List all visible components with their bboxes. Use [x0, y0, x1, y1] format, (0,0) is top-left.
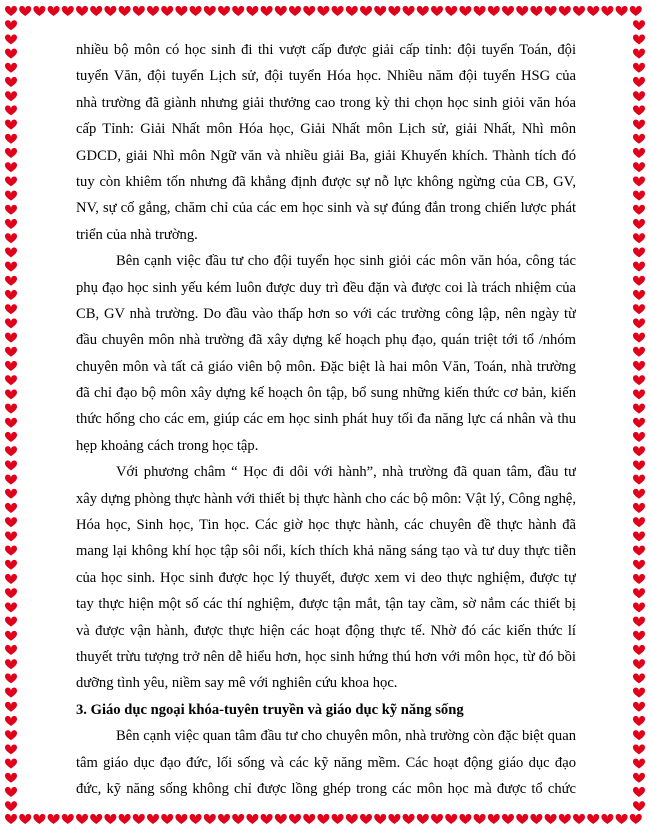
heart-icon: [161, 814, 173, 824]
heart-icon: [633, 191, 645, 201]
heart-icon: [633, 162, 645, 172]
heart-icon: [633, 801, 645, 811]
heart-icon: [5, 63, 17, 73]
heart-icon: [5, 631, 17, 641]
heart-icon: [5, 404, 17, 414]
heart-icon: [5, 688, 17, 698]
text-line: xây dựng phòng thực hành với thiết bị thực hành cho các bộ môn: Vật lý, Công nghệ,: [76, 490, 576, 507]
heart-icon: [5, 673, 17, 683]
heart-icon: [175, 814, 187, 824]
heart-icon: [5, 659, 17, 669]
heart-icon: [246, 814, 258, 824]
heart-icon: [317, 814, 329, 824]
heart-icon: [5, 503, 17, 513]
heart-icon: [332, 814, 344, 824]
heart-icon: [5, 460, 17, 470]
heart-icon: [303, 6, 315, 16]
text-line: Với phương châm “ Học đi dôi với hành”, nhà trường đã quan tâm, đầu tư: [116, 464, 576, 481]
heart-icon: [275, 6, 287, 16]
heart-icon: [633, 460, 645, 470]
heart-icon: [633, 262, 645, 272]
text-line: thức hổng cho các em, giúp các em học sinh phát huy tối đa năng lực cá nhân và thu: [76, 411, 576, 428]
heart-icon: [5, 20, 17, 30]
heart-icon: [360, 814, 372, 824]
heart-icon: [545, 814, 557, 824]
heart-icon: [5, 645, 17, 655]
heart-icon: [48, 6, 60, 16]
heart-icon: [5, 617, 17, 627]
heart-icon: [633, 318, 645, 328]
heart-icon: [33, 814, 45, 824]
paragraph-moral-education: [76, 723, 576, 802]
heart-icon: [5, 91, 17, 101]
heart-icon: [147, 6, 159, 16]
heart-icon: [633, 290, 645, 300]
heart-icon: [601, 814, 613, 824]
heart-icon: [90, 6, 102, 16]
heart-icon: [445, 814, 457, 824]
paragraph-practice-labs: [76, 459, 576, 697]
heart-icon: [633, 546, 645, 556]
text-line: phụ đạo học sinh yếu kém luôn được duy trì đều đặn và được coi là trách nhiệm của: [76, 279, 576, 296]
heart-icon: [633, 34, 645, 44]
heart-icon: [5, 134, 17, 144]
text-line: và được vận hành, được thực hiện các hoạt động thực tế. Nhờ đó các kiến thức lí: [76, 622, 576, 639]
heart-icon: [633, 49, 645, 59]
heart-icon: [587, 814, 599, 824]
heart-icon: [5, 276, 17, 286]
text-line: tuyển Văn, đội tuyển Lịch sử, đội tuyển Hóa học. Nhiều năm đội tuyển HSG của: [76, 68, 576, 85]
text-line: NV, sự cố gắng, chăm chỉ của các em học sinh và sự đúng đắn trong chiến lược phát: [76, 200, 576, 217]
heart-icon: [559, 6, 571, 16]
heart-icon: [488, 814, 500, 824]
heart-icon: [104, 814, 116, 824]
text-line: tuy còn khiêm tốn nhưng đã khẳng định được sự nỗ lực không ngừng của CB, GV,: [76, 173, 576, 190]
heart-icon: [19, 814, 31, 824]
heart-icon: [417, 814, 429, 824]
heart-icon: [403, 814, 415, 824]
heart-icon: [5, 517, 17, 527]
heart-icon: [104, 6, 116, 16]
heart-icon: [431, 6, 443, 16]
heart-icon: [601, 6, 613, 16]
heart-icon: [5, 290, 17, 300]
heart-icon: [474, 814, 486, 824]
heart-icon: [161, 6, 173, 16]
heart-icon: [5, 801, 17, 811]
heart-icon: [530, 814, 542, 824]
heart-icon: [147, 814, 159, 824]
heart-icon: [5, 105, 17, 115]
heart-icon: [573, 814, 585, 824]
heart-icon: [119, 814, 131, 824]
heart-icon: [5, 333, 17, 343]
heart-icon: [204, 814, 216, 824]
heart-icon: [488, 6, 500, 16]
heart-icon: [5, 475, 17, 485]
heart-icon: [502, 814, 514, 824]
heart-icon: [5, 759, 17, 769]
heart-icon: [5, 6, 17, 16]
heart-icon: [445, 6, 457, 16]
heart-icon: [175, 6, 187, 16]
text-line: nhà trường đã giành nhưng giải thưởng cao trong kỳ thi chọn học sinh giỏi văn hóa: [76, 94, 576, 111]
document-page: [76, 37, 576, 802]
heart-icon: [633, 744, 645, 754]
heart-icon: [190, 814, 202, 824]
heart-icon: [417, 6, 429, 16]
heart-icon: [346, 6, 358, 16]
heart-icon: [633, 120, 645, 130]
heart-icon: [261, 6, 273, 16]
text-line: nhiều bộ môn có học sinh đi thi vượt cấp được giải cấp tỉnh: đội tuyển Toán, đội: [76, 42, 576, 58]
heart-icon: [48, 814, 60, 824]
heart-icon: [5, 318, 17, 328]
heart-icon: [5, 262, 17, 272]
heart-icon: [633, 276, 645, 286]
heart-icon: [5, 191, 17, 201]
heart-icon: [5, 432, 17, 442]
heart-icon: [633, 304, 645, 314]
heart-icon: [360, 6, 372, 16]
heart-icon: [633, 631, 645, 641]
heart-icon: [332, 6, 344, 16]
heart-icon: [5, 375, 17, 385]
heart-icon: [633, 205, 645, 215]
text-line: tâm giáo dục đạo đức, lối sống và các kỹ năng mềm. Các hoạt động giáo dục đạo: [76, 754, 576, 771]
heart-icon: [5, 34, 17, 44]
heart-icon: [633, 730, 645, 740]
paragraph-remedial-tutoring: [76, 248, 576, 459]
heart-icon: [545, 6, 557, 16]
heart-icon: [5, 205, 17, 215]
heart-icon: [289, 6, 301, 16]
heart-icon: [633, 503, 645, 513]
heart-icon: [90, 814, 102, 824]
heart-icon: [633, 588, 645, 598]
heart-icon: [633, 702, 645, 712]
heart-icon: [62, 6, 74, 16]
heart-icon: [633, 361, 645, 371]
heart-icon: [633, 560, 645, 570]
text-line: CB, GV nhà trường. Do đầu vào thấp hơn so với các trường công lập, nên ngày từ: [76, 305, 576, 322]
heart-icon: [5, 744, 17, 754]
heart-icon: [388, 814, 400, 824]
heart-icon: [633, 446, 645, 456]
text-line: Bên cạnh việc quan tâm đầu tư cho chuyên môn, nhà trường còn đặc biệt quan: [116, 728, 576, 745]
heart-icon: [5, 418, 17, 428]
heart-icon: [119, 6, 131, 16]
heart-icon: [633, 134, 645, 144]
heart-icon: [633, 673, 645, 683]
text-line: Bên cạnh việc đầu tư cho đội tuyển học sinh giỏi các môn văn hóa, công tác: [116, 253, 576, 270]
text-line: thuyết trừu tượng trở nên dễ hiểu hơn, học sinh hứng thú hơn với môn học, từ đó bồi: [76, 648, 576, 665]
text-line: cấp Tỉnh: Giải Nhất môn Hóa học, Giải Nhất môn Lịch sử, giải Nhất, Nhì môn: [76, 121, 576, 138]
heart-icon: [633, 574, 645, 584]
heart-icon: [5, 176, 17, 186]
heart-icon: [5, 304, 17, 314]
heart-icon: [633, 645, 645, 655]
heart-icon: [5, 730, 17, 740]
heart-icon: [633, 389, 645, 399]
heart-icon: [275, 814, 287, 824]
heart-icon: [62, 814, 74, 824]
text-line: mang lại không khí học tập sôi nổi, kích thích khả năng sáng tạo và tư duy thực tiễn: [76, 543, 576, 560]
heart-icon: [633, 333, 645, 343]
heart-icon: [633, 759, 645, 769]
heart-icon: [616, 814, 628, 824]
heart-icon: [346, 814, 358, 824]
heart-icon: [459, 6, 471, 16]
heart-icon: [633, 233, 645, 243]
heart-icon: [633, 787, 645, 797]
text-line: đầu chuyên môn nhà trường đã xây dựng kế hoạch phụ đạo, quán triệt tới tổ /nhóm: [76, 332, 576, 349]
heart-icon: [502, 6, 514, 16]
heart-icon: [5, 531, 17, 541]
heart-icon: [633, 77, 645, 87]
heart-icon: [633, 418, 645, 428]
heart-icon: [317, 6, 329, 16]
heart-icon: [289, 814, 301, 824]
heart-icon: [633, 347, 645, 357]
heart-icon: [633, 617, 645, 627]
heart-icon: [633, 659, 645, 669]
text-line: chuyên môn và tất cả giáo viên bộ môn. Đặc biệt là hai môn Văn, Toán, nhà trường: [76, 358, 576, 375]
heart-icon: [633, 531, 645, 541]
heart-icon: [5, 814, 17, 824]
heart-icon: [5, 233, 17, 243]
heart-icon: [633, 517, 645, 527]
text-line: của học sinh. Học sinh được học lý thuyết, được xem vi deo thực nghiệm, được tự: [76, 569, 576, 586]
heart-icon: [5, 247, 17, 257]
heart-icon: [303, 814, 315, 824]
heart-icon: [133, 6, 145, 16]
heart-icon: [5, 361, 17, 371]
heart-icon: [190, 6, 202, 16]
heart-icon: [232, 6, 244, 16]
heart-icon: [5, 702, 17, 712]
heart-icon: [261, 814, 273, 824]
heart-icon: [573, 6, 585, 16]
heart-icon: [633, 247, 645, 257]
heart-icon: [232, 814, 244, 824]
heart-icon: [516, 814, 528, 824]
heart-icon: [403, 6, 415, 16]
heart-icon: [633, 105, 645, 115]
heart-icon: [388, 6, 400, 16]
heart-icon: [76, 814, 88, 824]
text-line: triển của nhà trường.: [76, 226, 198, 243]
heart-icon: [5, 162, 17, 172]
heart-icon: [218, 6, 230, 16]
heart-icon: [633, 20, 645, 30]
heart-icon: [5, 120, 17, 130]
heart-icon: [633, 63, 645, 73]
heart-icon: [587, 6, 599, 16]
heart-icon: [5, 574, 17, 584]
heart-icon: [5, 560, 17, 570]
heart-icon: [633, 602, 645, 612]
text-line: dưỡng tình yêu, niềm say mê với nghiên cứu khoa học.: [76, 675, 398, 692]
section-heading: 3. Giáo dục ngoại khóa-tuyên truyền và giáo dục kỹ năng sống: [76, 701, 464, 718]
heart-icon: [5, 489, 17, 499]
text-line: đức, kỹ năng sống không chỉ được lồng ghép trong các môn học mà được tổ chức: [76, 780, 576, 797]
heart-icon: [516, 6, 528, 16]
heart-icon: [559, 814, 571, 824]
heart-icon: [530, 6, 542, 16]
text-line: Hóa học, Sinh học, Tin học. Các giờ học thực hành, các chuyên đề thực hành đã: [76, 517, 576, 534]
heart-icon: [431, 814, 443, 824]
heart-icon: [5, 787, 17, 797]
heart-icon: [5, 602, 17, 612]
heart-icon: [633, 716, 645, 726]
heart-icon: [633, 219, 645, 229]
heart-icon: [5, 219, 17, 229]
heart-icon: [633, 375, 645, 385]
heart-icon: [204, 6, 216, 16]
heart-icon: [76, 6, 88, 16]
heart-icon: [5, 77, 17, 87]
heart-icon: [633, 432, 645, 442]
heart-icon: [5, 446, 17, 456]
heart-icon: [5, 773, 17, 783]
heart-icon: [374, 814, 386, 824]
heart-icon: [5, 148, 17, 158]
heart-icon: [5, 716, 17, 726]
heart-icon: [133, 814, 145, 824]
text-line: GDCD, giải Nhì môn Ngữ văn và nhiều giải Ba, giải Khuyến khích. Thành tích đó: [76, 147, 576, 164]
heart-icon: [374, 6, 386, 16]
heart-icon: [633, 489, 645, 499]
heart-icon: [633, 404, 645, 414]
heart-icon: [5, 389, 17, 399]
text-line: đã chỉ đạo bộ môn xây dựng kế hoạch ôn tập, bổ sung những kiến thức cơ bản, kiến: [76, 385, 576, 402]
heart-icon: [459, 814, 471, 824]
heart-icon: [633, 91, 645, 101]
text-line: tay thực hiện một số các thí nghiệm, được tận mắt, tận tay cầm, sờ nắm các thiết bị: [76, 596, 576, 613]
text-line: hẹp khoảng cách trong học tập.: [76, 437, 259, 454]
heart-icon: [633, 475, 645, 485]
heart-icon: [5, 546, 17, 556]
heart-icon: [630, 814, 642, 824]
heart-icon: [633, 688, 645, 698]
heart-icon: [19, 6, 31, 16]
heart-icon: [630, 6, 642, 16]
heart-icon: [633, 176, 645, 186]
heart-icon: [246, 6, 258, 16]
heart-icon: [33, 6, 45, 16]
heart-icon: [5, 49, 17, 59]
heart-icon: [474, 6, 486, 16]
heart-icon: [218, 814, 230, 824]
heart-icon: [5, 588, 17, 598]
heart-icon: [5, 347, 17, 357]
heart-icon: [616, 6, 628, 16]
heart-icon: [633, 148, 645, 158]
heart-icon: [633, 773, 645, 783]
paragraph-school-achievements: [76, 37, 576, 248]
